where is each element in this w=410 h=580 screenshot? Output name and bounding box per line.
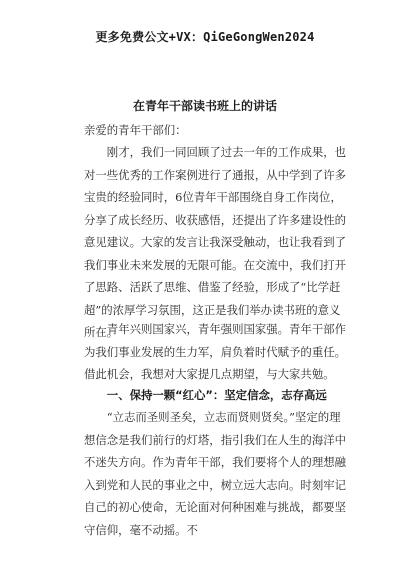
body-paragraph: “立志而圣则圣矣，立志而贤则贤矣。”坚定的理想信念是我们前行的灯塔，指引我们在人生的海洋中不迷失方向。作为青年干部，我们要将个人的理想融入到党和人民的事业之中，树立远大志向。时刻牢记自己的初心使命，无论面对何种困难与挑战，都要坚守信仰，毫不动摇。不 (84, 410, 346, 537)
body-paragraph: 刚才，我们一同回顾了过去一年的工作成果，也对一些优秀的工作案例进行了通报，从中学到了许多宝贵的经验同时，6位青年干部围绕自身工作岗位，分享了成长经历、收获感悟，还提出了许多建设性的意见建议。大家的发言让我深受触动，也让我看到了我们事业未来发展的无限可能。在交流中，我们打开了思路、活跃了思维、借鉴了经验，形成了“比学赶超”的浓厚学习氛围，这正是我们举办读书班的意义所在。 (84, 145, 347, 339)
document-title: 在青年干部读书班上的讲话 (132, 99, 277, 113)
body-paragraph: 青年兴则国家兴，青年强则国家强。青年干部作为我们事业发展的生力军，肩负着时代赋予的重任。借此机会，我想对大家提几点期望，与大家共勉。 (84, 322, 347, 381)
promo-header: 更多免费公文+VX：QiGeGongWen2024 (95, 30, 315, 44)
greeting: 亲爱的青年干部们： (84, 123, 187, 137)
section-heading: 一、保持一颗“红心”：坚定信念，志存高远 (106, 388, 327, 402)
